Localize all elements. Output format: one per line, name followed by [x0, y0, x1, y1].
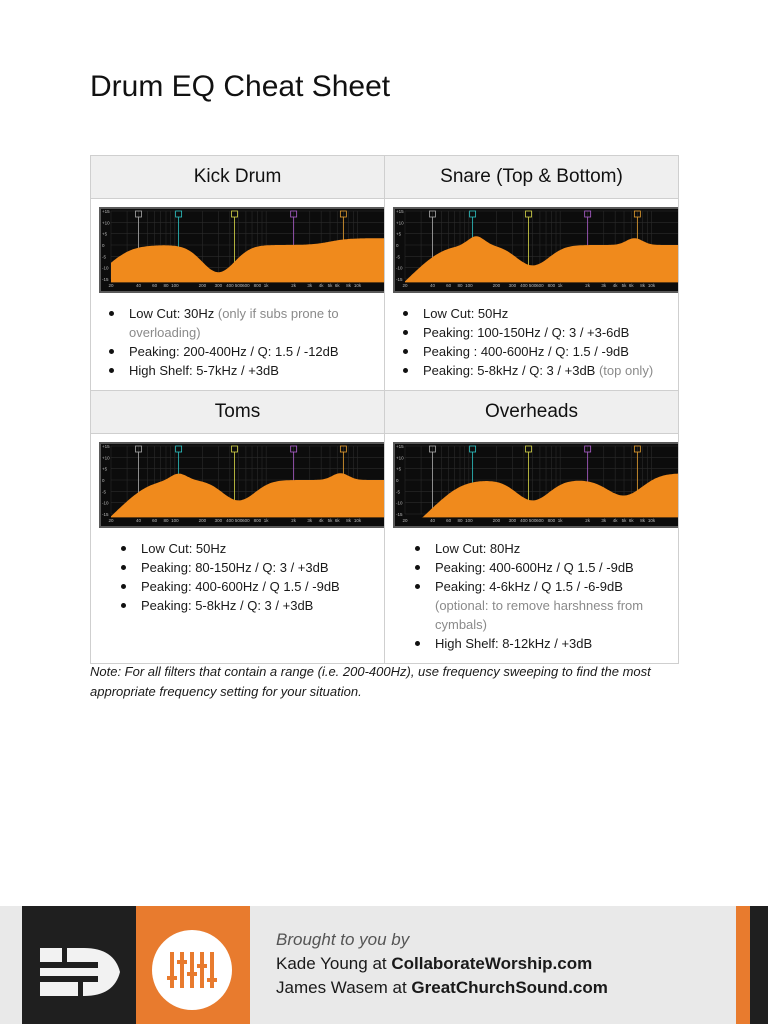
freq-label: 8k [346, 283, 352, 288]
freq-label: 10k [647, 283, 656, 288]
section-header-snare: Snare (Top & Bottom) [385, 156, 679, 199]
setting-text: Low Cut: 80Hz [435, 541, 521, 556]
db-label: +15 [102, 209, 110, 214]
freq-label: 400 [520, 283, 528, 288]
freq-label: 10k [353, 283, 362, 288]
freq-label: 60 [446, 283, 452, 288]
freq-label: 200 [492, 283, 501, 288]
footer [0, 906, 768, 1024]
freq-label: 40 [135, 518, 142, 523]
setting-item [435, 634, 678, 653]
section-header-kick: Kick Drum [91, 156, 385, 199]
freq-label: 100 [171, 283, 179, 288]
freq-label: 500 [528, 518, 537, 523]
freq-label: 300 [508, 518, 517, 523]
freq-label: 2k [585, 283, 591, 288]
freq-label: 400 [226, 518, 234, 523]
freq-label: 800 [253, 283, 262, 288]
setting-item [435, 558, 678, 577]
db-label: -15 [102, 277, 109, 282]
db-label: -15 [102, 512, 109, 517]
freq-label: 3k [601, 283, 607, 288]
db-label: +10 [102, 455, 110, 461]
freq-label: 500 [234, 518, 243, 523]
setting-item [423, 323, 678, 342]
credit-line-james: James Wasem at GreatChurchSound.com [276, 978, 608, 997]
collaborate-worship-link[interactable]: CollaborateWorship.com [391, 954, 593, 973]
setting-text: Peaking: 100-150Hz / Q: 3 / +3-6dB [423, 325, 630, 340]
freq-label: 500 [234, 283, 243, 288]
freq-label: 300 [508, 283, 517, 288]
freq-label: 80 [163, 283, 169, 288]
great-church-sound-logo [136, 906, 250, 1024]
setting-item [423, 342, 678, 361]
page-title: Drum EQ Cheat Sheet [90, 70, 391, 103]
settings-list-snare [385, 296, 678, 390]
section-toms [91, 434, 385, 664]
setting-text: Peaking: 400-600Hz / Q 1.5 / -9dB [141, 579, 340, 594]
db-label: -15 [396, 277, 403, 282]
db-label: +15 [396, 209, 404, 214]
freq-label: 20 [402, 518, 408, 523]
freq-label: 20 [108, 283, 114, 288]
freq-label: 2k [291, 283, 297, 288]
freq-label: 6k [334, 283, 340, 288]
freq-label: 500 [528, 283, 537, 288]
freq-label: 80 [457, 283, 463, 288]
setting-item [129, 342, 384, 361]
db-label: +15 [396, 444, 404, 449]
freq-label: 2k [585, 518, 591, 523]
freq-label: 4k [612, 283, 618, 288]
freq-label: 600 [242, 518, 250, 523]
freq-label: 800 [547, 283, 556, 288]
freq-label: 100 [465, 518, 473, 523]
freq-label: 10k [353, 518, 362, 523]
setting-text: High Shelf: 8-12kHz / +3dB [435, 636, 593, 651]
freq-label: 5k [327, 283, 333, 288]
freq-label: 600 [242, 283, 250, 288]
eq-graph-kick [99, 207, 384, 293]
db-label: 0 [396, 478, 399, 483]
eq-graph-overheads [393, 442, 678, 528]
freq-label: 20 [108, 518, 114, 523]
freq-label: 200 [198, 518, 207, 523]
db-label: 0 [396, 243, 399, 248]
db-label: 0 [102, 243, 105, 248]
freq-label: 400 [226, 283, 234, 288]
section-kick [91, 199, 385, 391]
settings-list-toms [91, 531, 384, 625]
setting-text: Low Cut: 50Hz [423, 306, 509, 321]
section-header-overheads: Overheads [385, 391, 679, 434]
freq-label: 6k [628, 518, 634, 523]
credits-intro: Brought to you by [276, 930, 410, 949]
freq-label: 400 [520, 518, 528, 523]
setting-note: (top only) [598, 363, 654, 378]
db-label: -10 [396, 265, 403, 271]
section-snare [385, 199, 679, 391]
setting-item [141, 558, 384, 577]
setting-text: Peaking: 5-8kHz / Q: 3 / +3dB [141, 598, 314, 613]
freq-label: 1k [557, 518, 563, 523]
setting-item [435, 539, 678, 558]
setting-item [141, 596, 384, 615]
footer-accent-bar [736, 906, 750, 1024]
setting-text: Peaking : 400-600Hz / Q: 1.5 / -9dB [423, 344, 629, 359]
db-label: -10 [102, 500, 109, 506]
freq-label: 100 [465, 283, 473, 288]
freq-label: 40 [429, 518, 436, 523]
setting-text: Peaking: 400-600Hz / Q 1.5 / -9dB [435, 560, 634, 575]
sweep-note: Note: For all filters that contain a range (i.e. 200-400Hz), use frequency sweeping to find the most appropriate frequency setting for your situation. [90, 664, 651, 699]
freq-label: 300 [214, 518, 223, 523]
freq-label: 600 [536, 518, 544, 523]
eq-graph-snare [393, 207, 678, 293]
db-label: -15 [396, 512, 403, 517]
freq-label: 5k [621, 518, 627, 523]
setting-item [129, 361, 384, 380]
freq-label: 5k [327, 518, 333, 523]
freq-label: 5k [621, 283, 627, 288]
credit-line-kade: Kade Young at CollaborateWorship.com [276, 954, 593, 973]
freq-label: 3k [601, 518, 607, 523]
setting-text: Peaking: 4-6kHz / Q 1.5 / -6-9dB [435, 579, 623, 594]
setting-item [141, 577, 384, 596]
settings-list-kick [91, 296, 384, 390]
freq-label: 60 [152, 518, 158, 523]
db-label: +5 [102, 231, 108, 237]
freq-label: 8k [640, 518, 646, 523]
freq-label: 10k [647, 518, 656, 523]
eq-graph-toms [99, 442, 384, 528]
freq-label: 100 [171, 518, 179, 523]
setting-text: Low Cut: 30Hz [129, 306, 218, 321]
freq-label: 4k [318, 283, 324, 288]
freq-label: 4k [612, 518, 618, 523]
setting-note: (only if subs prone to overloading) [129, 306, 339, 340]
section-header-toms: Toms [91, 391, 385, 434]
db-label: +10 [396, 220, 404, 226]
freq-label: 1k [263, 518, 269, 523]
db-label: -10 [102, 265, 109, 271]
setting-item [141, 539, 384, 558]
freq-label: 2k [291, 518, 297, 523]
freq-label: 4k [318, 518, 324, 523]
db-label: 0 [102, 478, 105, 483]
freq-label: 60 [446, 518, 452, 523]
db-label: +5 [102, 466, 108, 472]
freq-label: 60 [152, 283, 158, 288]
db-label: +10 [396, 455, 404, 461]
db-label: -5 [396, 489, 401, 495]
freq-label: 40 [135, 283, 142, 288]
setting-text: Peaking: 5-8kHz / Q: 3 / +3dB [423, 363, 599, 378]
credits [276, 928, 608, 1000]
setting-note: (optional: to remove harshness from cymbals) [435, 598, 644, 632]
setting-item [129, 304, 384, 342]
section-overheads [385, 434, 679, 664]
freq-label: 600 [536, 283, 544, 288]
freq-label: 80 [163, 518, 169, 523]
freq-label: 200 [492, 518, 501, 523]
db-label: +5 [396, 466, 402, 472]
freq-label: 8k [640, 283, 646, 288]
freq-label: 1k [263, 283, 269, 288]
footer-edge-bar [750, 906, 768, 1024]
db-label: -5 [102, 254, 107, 260]
great-church-sound-link[interactable]: GreatChurchSound.com [411, 978, 608, 997]
freq-label: 800 [253, 518, 262, 523]
freq-label: 80 [457, 518, 463, 523]
db-label: -10 [396, 500, 403, 506]
freq-label: 300 [214, 283, 223, 288]
freq-label: 6k [628, 283, 634, 288]
db-label: -5 [396, 254, 401, 260]
freq-label: 6k [334, 518, 340, 523]
db-label: +5 [396, 231, 402, 237]
setting-item [423, 361, 678, 380]
settings-list-overheads [385, 531, 678, 663]
freq-label: 800 [547, 518, 556, 523]
collaborate-worship-logo [22, 906, 136, 1024]
setting-item [423, 304, 678, 323]
setting-text: Peaking: 200-400Hz / Q: 1.5 / -12dB [129, 344, 339, 359]
db-label: +10 [102, 220, 110, 226]
setting-text: High Shelf: 5-7kHz / +3dB [129, 363, 279, 378]
freq-label: 40 [429, 283, 436, 288]
setting-text: Low Cut: 50Hz [141, 541, 227, 556]
setting-text: Peaking: 80-150Hz / Q: 3 / +3dB [141, 560, 329, 575]
freq-label: 200 [198, 283, 207, 288]
setting-item [435, 577, 678, 634]
freq-label: 1k [557, 283, 563, 288]
freq-label: 3k [307, 518, 313, 523]
db-label: -5 [102, 489, 107, 495]
eq-table [90, 155, 679, 664]
db-label: +15 [102, 444, 110, 449]
freq-label: 8k [346, 518, 352, 523]
freq-label: 3k [307, 283, 313, 288]
freq-label: 20 [402, 283, 408, 288]
